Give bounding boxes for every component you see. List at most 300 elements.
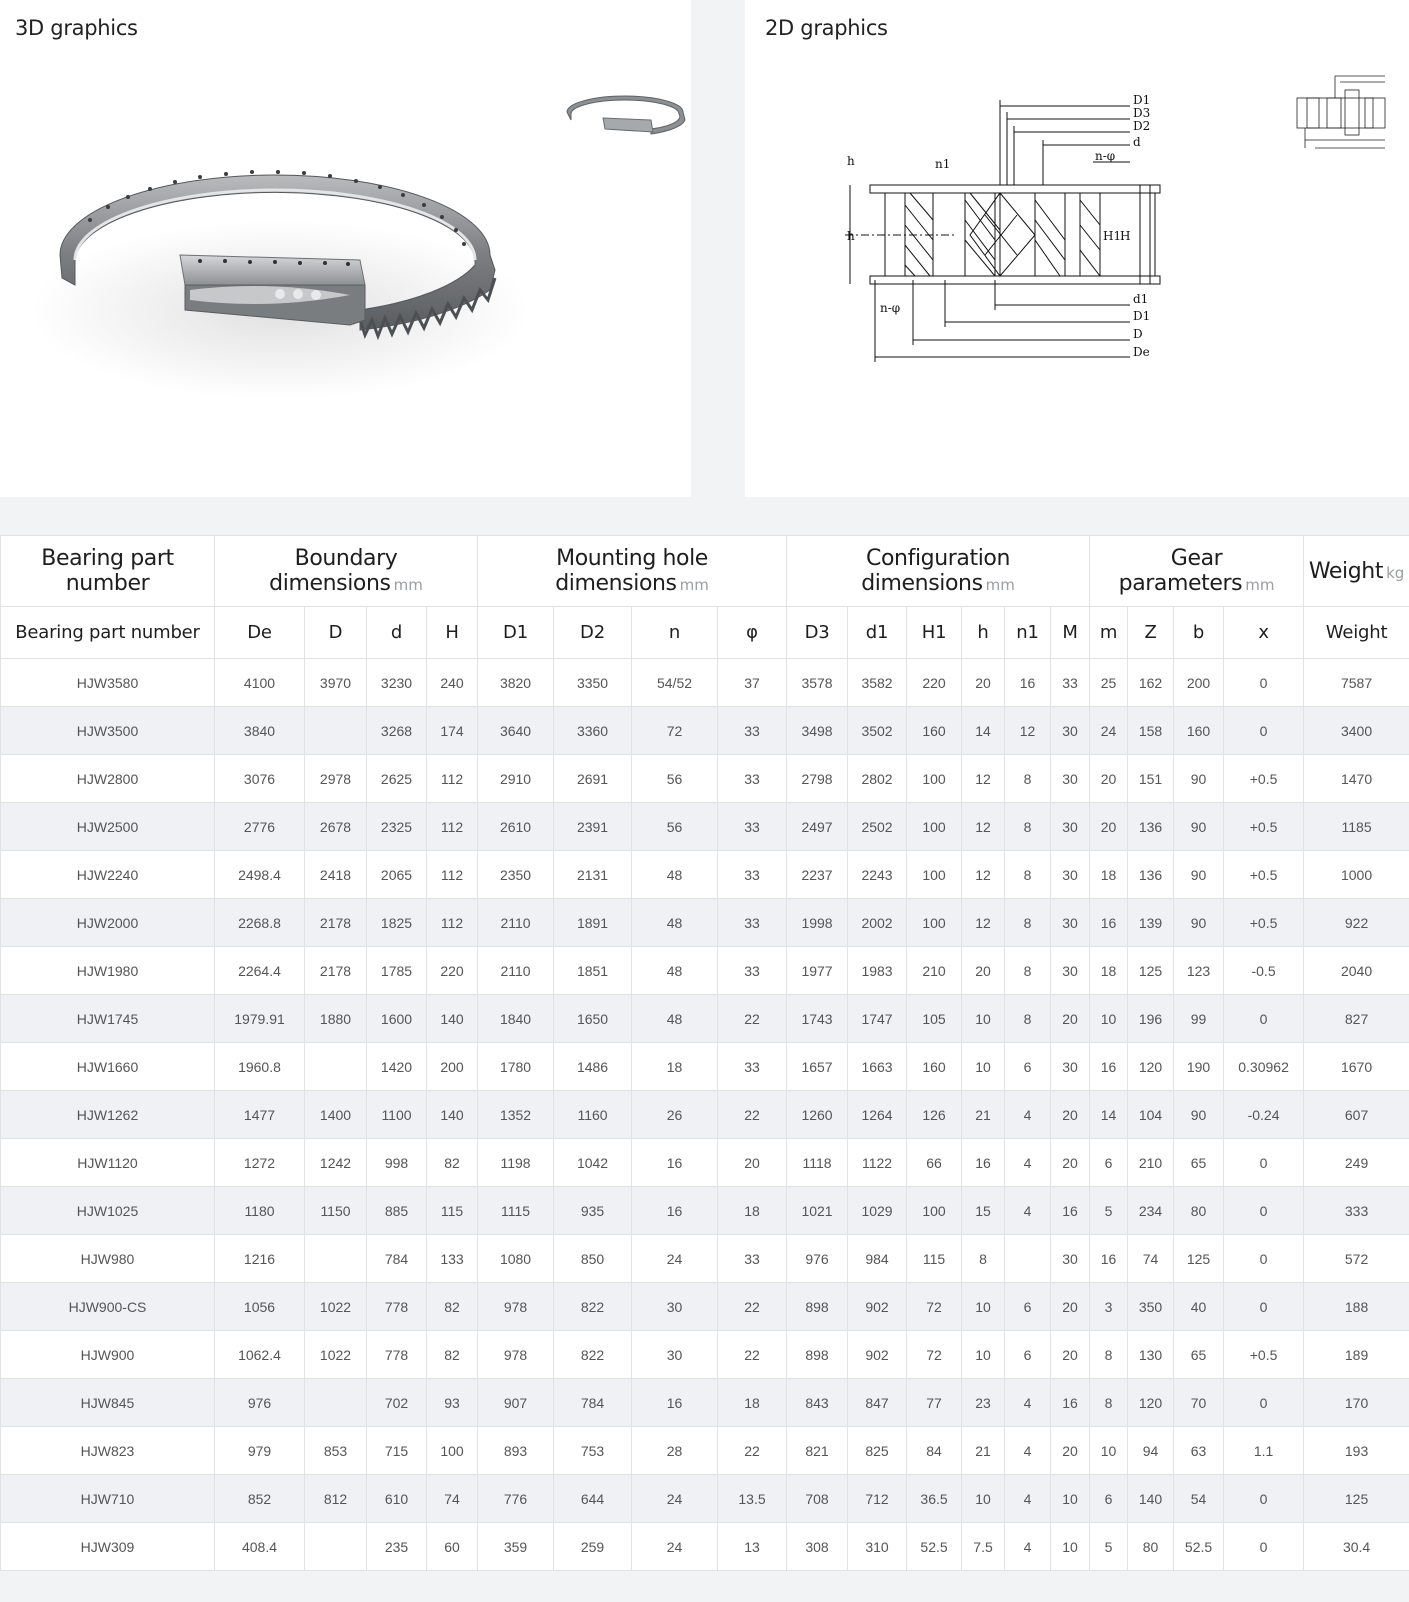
column-header: d <box>367 607 427 659</box>
table-cell: 14 <box>1090 1091 1128 1139</box>
table-cell: 90 <box>1174 803 1224 851</box>
table-cell: 1062.4 <box>215 1331 305 1379</box>
table-cell: 2391 <box>554 803 632 851</box>
table-cell: 572 <box>1304 1235 1409 1283</box>
table-cell: 3350 <box>554 659 632 707</box>
table-cell: 610 <box>367 1475 427 1523</box>
table-cell: 1747 <box>848 995 907 1043</box>
table-cell: 976 <box>787 1235 848 1283</box>
table-cell: 52.5 <box>1174 1523 1224 1571</box>
table-cell: 80 <box>1128 1523 1174 1571</box>
table-cell: 20 <box>1051 1091 1090 1139</box>
table-cell <box>1005 1235 1051 1283</box>
table-cell: 784 <box>367 1235 427 1283</box>
table-cell: 853 <box>305 1427 367 1475</box>
table-cell: 33 <box>718 707 787 755</box>
table-cell: 1100 <box>367 1091 427 1139</box>
table-cell: 16 <box>1051 1187 1090 1235</box>
table-cell: 3578 <box>787 659 848 707</box>
table-cell: 2776 <box>215 803 305 851</box>
table-cell: 907 <box>478 1379 554 1427</box>
table-cell: 1663 <box>848 1043 907 1091</box>
dim-label: h <box>847 154 855 168</box>
table-cell: 8 <box>1005 755 1051 803</box>
table-cell: 120 <box>1128 1379 1174 1427</box>
dim-label: De <box>1133 345 1150 359</box>
table-cell: 99 <box>1174 995 1224 1043</box>
table-cell <box>305 1523 367 1571</box>
table-cell: 220 <box>907 659 962 707</box>
table-cell: 1477 <box>215 1091 305 1139</box>
table-cell: 125 <box>1174 1235 1224 1283</box>
table-cell: 8 <box>1005 947 1051 995</box>
part-number-cell: HJW3500 <box>1 707 215 755</box>
table-cell: 10 <box>1051 1523 1090 1571</box>
table-cell: 24 <box>1090 707 1128 755</box>
table-cell: 1840 <box>478 995 554 1043</box>
table-row <box>1 1235 1409 1283</box>
table-cell: 72 <box>632 707 718 755</box>
table-cell: 978 <box>478 1331 554 1379</box>
table-cell: 188 <box>1304 1283 1409 1331</box>
table-cell: 359 <box>478 1523 554 1571</box>
table-cell: 12 <box>962 755 1005 803</box>
table-cell: 778 <box>367 1331 427 1379</box>
table-cell: 33 <box>718 1043 787 1091</box>
table-cell: 90 <box>1174 899 1224 947</box>
table-cell: 54/52 <box>632 659 718 707</box>
table-row <box>1 707 1409 755</box>
table-row <box>1 947 1409 995</box>
table-cell: 2502 <box>848 803 907 851</box>
table-cell: 140 <box>1128 1475 1174 1523</box>
table-cell: 174 <box>427 707 478 755</box>
table-cell: 200 <box>1174 659 1224 707</box>
table-cell: 2910 <box>478 755 554 803</box>
table-cell: 235 <box>367 1523 427 1571</box>
table-cell: 1960.8 <box>215 1043 305 1091</box>
dim-label: n-φ <box>1095 149 1116 163</box>
table-cell: 2497 <box>787 803 848 851</box>
panel-3d-graphics <box>0 0 691 497</box>
table-cell: 5 <box>1090 1187 1128 1235</box>
table-cell: 1272 <box>215 1139 305 1187</box>
table-cell: 22 <box>718 995 787 1043</box>
table-cell: 30 <box>1051 851 1090 899</box>
table-cell: 2802 <box>848 755 907 803</box>
table-cell: +0.5 <box>1224 803 1304 851</box>
column-header: D1 <box>478 607 554 659</box>
table-cell: 100 <box>907 803 962 851</box>
table-cell: 1891 <box>554 899 632 947</box>
dim-label: H <box>1120 229 1131 243</box>
table-cell: 3076 <box>215 755 305 803</box>
table-row <box>1 1283 1409 1331</box>
column-header: n1 <box>1005 607 1051 659</box>
table-cell: 24 <box>632 1523 718 1571</box>
table-cell: 1977 <box>787 947 848 995</box>
table-cell: 885 <box>367 1187 427 1235</box>
table-cell: 13.5 <box>718 1475 787 1523</box>
table-cell: 10 <box>1090 995 1128 1043</box>
table-cell: 898 <box>787 1331 848 1379</box>
table-cell: 1022 <box>305 1283 367 1331</box>
table-cell: 33 <box>718 803 787 851</box>
table-cell: 56 <box>632 755 718 803</box>
table-cell: 1029 <box>848 1187 907 1235</box>
table-cell: 998 <box>367 1139 427 1187</box>
table-cell: 21 <box>962 1091 1005 1139</box>
table-cell: 1780 <box>478 1043 554 1091</box>
table-cell: 82 <box>427 1283 478 1331</box>
table-cell: 33 <box>718 947 787 995</box>
column-header: D <box>305 607 367 659</box>
table-cell: 15 <box>962 1187 1005 1235</box>
column-header: D3 <box>787 607 848 659</box>
table-cell: 30 <box>1051 947 1090 995</box>
bearing-spec-table-container <box>0 535 1409 1571</box>
table-cell <box>305 1043 367 1091</box>
table-cell: 1880 <box>305 995 367 1043</box>
table-row <box>1 1475 1409 1523</box>
table-cell: 54 <box>1174 1475 1224 1523</box>
table-cell: 16 <box>1090 1043 1128 1091</box>
table-cell: 2325 <box>367 803 427 851</box>
table-cell: 63 <box>1174 1427 1224 1475</box>
part-number-cell: HJW1660 <box>1 1043 215 1091</box>
table-cell: 4 <box>1005 1475 1051 1523</box>
table-cell: 2131 <box>554 851 632 899</box>
table-cell: 2065 <box>367 851 427 899</box>
table-row <box>1 1139 1409 1187</box>
table-cell: 90 <box>1174 755 1224 803</box>
part-number-cell: HJW710 <box>1 1475 215 1523</box>
table-cell: 3502 <box>848 707 907 755</box>
table-cell: 33 <box>718 1235 787 1283</box>
table-cell: 812 <box>305 1475 367 1523</box>
table-row <box>1 1427 1409 1475</box>
dim-label: D <box>1133 327 1143 341</box>
bearing-2d-drawing <box>845 90 1185 380</box>
group-header-weight: Weight kg <box>1304 536 1409 607</box>
table-cell: 20 <box>718 1139 787 1187</box>
table-cell: 7587 <box>1304 659 1409 707</box>
table-cell: 847 <box>848 1379 907 1427</box>
table-cell: 408.4 <box>215 1523 305 1571</box>
table-cell: 3230 <box>367 659 427 707</box>
bearing-3d-thumbnail[interactable] <box>563 92 693 142</box>
table-body <box>1 659 1409 1571</box>
table-cell: 715 <box>367 1427 427 1475</box>
table-cell: 30 <box>632 1331 718 1379</box>
dim-label: n-φ <box>880 301 901 315</box>
table-cell: 12 <box>962 851 1005 899</box>
table-cell: 1150 <box>305 1187 367 1235</box>
table-cell: 1080 <box>478 1235 554 1283</box>
table-cell: 2002 <box>848 899 907 947</box>
table-cell: 0 <box>1224 707 1304 755</box>
table-cell: 1.1 <box>1224 1427 1304 1475</box>
panel-2d-graphics <box>745 0 1409 497</box>
part-number-cell: HJW309 <box>1 1523 215 1571</box>
table-cell: 18 <box>718 1187 787 1235</box>
table-cell: 160 <box>907 1043 962 1091</box>
table-cell: 22 <box>718 1091 787 1139</box>
table-cell: 2418 <box>305 851 367 899</box>
table-cell: 112 <box>427 851 478 899</box>
table-row <box>1 995 1409 1043</box>
table-cell: 30 <box>1051 755 1090 803</box>
bearing-spec-table <box>0 535 1409 1571</box>
part-number-cell: HJW980 <box>1 1235 215 1283</box>
table-cell: 20 <box>1051 1331 1090 1379</box>
table-cell: 821 <box>787 1427 848 1475</box>
group-header-gear: Gear parameters mm <box>1090 536 1304 607</box>
table-cell: 3268 <box>367 707 427 755</box>
table-cell: 1825 <box>367 899 427 947</box>
table-cell: 852 <box>215 1475 305 1523</box>
table-cell: 1851 <box>554 947 632 995</box>
table-cell: 16 <box>1090 899 1128 947</box>
table-cell: 30.4 <box>1304 1523 1409 1571</box>
table-cell: -0.24 <box>1224 1091 1304 1139</box>
table-cell: 7.5 <box>962 1523 1005 1571</box>
table-cell: 1042 <box>554 1139 632 1187</box>
table-cell: 22 <box>718 1283 787 1331</box>
table-cell: 60 <box>427 1523 478 1571</box>
table-cell: 12 <box>962 899 1005 947</box>
table-row <box>1 755 1409 803</box>
table-cell: 902 <box>848 1331 907 1379</box>
table-cell: 65 <box>1174 1139 1224 1187</box>
table-cell: 18 <box>718 1379 787 1427</box>
table-cell: 170 <box>1304 1379 1409 1427</box>
table-cell: 104 <box>1128 1091 1174 1139</box>
table-cell: 644 <box>554 1475 632 1523</box>
table-cell: 20 <box>1051 1139 1090 1187</box>
table-cell: 6 <box>1005 1283 1051 1331</box>
table-row <box>1 1379 1409 1427</box>
table-cell: 2243 <box>848 851 907 899</box>
table-cell: 18 <box>632 1043 718 1091</box>
table-cell: 74 <box>1128 1235 1174 1283</box>
table-cell: 36.5 <box>907 1475 962 1523</box>
table-cell: 112 <box>427 803 478 851</box>
table-cell: 1998 <box>787 899 848 947</box>
table-cell: 100 <box>907 899 962 947</box>
dim-label: D1 <box>1133 93 1151 107</box>
table-cell: 115 <box>427 1187 478 1235</box>
table-cell: 72 <box>907 1283 962 1331</box>
table-cell: 3400 <box>1304 707 1409 755</box>
table-cell: 140 <box>427 995 478 1043</box>
table-cell: 1122 <box>848 1139 907 1187</box>
table-cell: 893 <box>478 1427 554 1475</box>
table-cell: 607 <box>1304 1091 1409 1139</box>
table-cell: 1264 <box>848 1091 907 1139</box>
table-cell: 976 <box>215 1379 305 1427</box>
table-cell: 100 <box>427 1427 478 1475</box>
table-cell: 200 <box>427 1043 478 1091</box>
table-cell: 1785 <box>367 947 427 995</box>
table-cell: 234 <box>1128 1187 1174 1235</box>
table-cell: 20 <box>962 947 1005 995</box>
table-cell: 196 <box>1128 995 1174 1043</box>
table-cell: 151 <box>1128 755 1174 803</box>
group-header-configuration: Configuration dimensions mm <box>787 536 1090 607</box>
dim-label: d1 <box>1133 292 1149 306</box>
table-cell: 4 <box>1005 1187 1051 1235</box>
table-cell <box>305 707 367 755</box>
table-cell: 13 <box>718 1523 787 1571</box>
table-cell: 28 <box>632 1427 718 1475</box>
panel-2d-title: 2D graphics <box>765 16 888 40</box>
table-cell: 100 <box>907 1187 962 1235</box>
column-header: φ <box>718 607 787 659</box>
table-cell: 2978 <box>305 755 367 803</box>
table-cell: 6 <box>1090 1139 1128 1187</box>
table-cell: 12 <box>962 803 1005 851</box>
table-cell: 10 <box>962 1331 1005 1379</box>
table-cell: 48 <box>632 995 718 1043</box>
table-row <box>1 1523 1409 1571</box>
dim-label: d <box>1133 135 1141 149</box>
table-row <box>1 851 1409 899</box>
table-cell: 220 <box>427 947 478 995</box>
table-cell: +0.5 <box>1224 755 1304 803</box>
table-cell: 1657 <box>787 1043 848 1091</box>
part-number-cell: HJW3580 <box>1 659 215 707</box>
table-cell: 249 <box>1304 1139 1409 1187</box>
bearing-3d-render <box>20 160 540 400</box>
table-cell: 33 <box>718 755 787 803</box>
table-cell: 94 <box>1128 1427 1174 1475</box>
table-cell: 4 <box>1005 1379 1051 1427</box>
table-cell: 1242 <box>305 1139 367 1187</box>
table-cell: 90 <box>1174 851 1224 899</box>
table-cell: 20 <box>1090 755 1128 803</box>
table-cell: 708 <box>787 1475 848 1523</box>
table-cell: 8 <box>1005 803 1051 851</box>
table-cell: 308 <box>787 1523 848 1571</box>
table-cell: +0.5 <box>1224 851 1304 899</box>
table-cell: 310 <box>848 1523 907 1571</box>
table-cell: 20 <box>1051 1283 1090 1331</box>
bearing-2d-thumbnail[interactable] <box>1295 70 1390 155</box>
part-number-cell: HJW1262 <box>1 1091 215 1139</box>
table-cell: 2178 <box>305 899 367 947</box>
column-header: x <box>1224 607 1304 659</box>
table-cell: 115 <box>907 1235 962 1283</box>
table-cell: 2040 <box>1304 947 1409 995</box>
table-cell: 40 <box>1174 1283 1224 1331</box>
table-cell: 20 <box>1090 803 1128 851</box>
column-header: n <box>632 607 718 659</box>
table-cell: 112 <box>427 755 478 803</box>
table-cell: 753 <box>554 1427 632 1475</box>
table-cell: 2678 <box>305 803 367 851</box>
table-cell: 1216 <box>215 1235 305 1283</box>
table-cell: 4 <box>1005 1139 1051 1187</box>
table-row <box>1 659 1409 707</box>
table-cell: 66 <box>907 1139 962 1187</box>
table-cell: 48 <box>632 899 718 947</box>
table-cell: 105 <box>907 995 962 1043</box>
table-cell: 100 <box>907 851 962 899</box>
table-cell: 22 <box>718 1331 787 1379</box>
table-cell: 136 <box>1128 851 1174 899</box>
table-cell: 16 <box>632 1379 718 1427</box>
table-cell: 0 <box>1224 1379 1304 1427</box>
table-cell: 133 <box>427 1235 478 1283</box>
table-cell: 843 <box>787 1379 848 1427</box>
table-cell: 37 <box>718 659 787 707</box>
table-cell: 33 <box>718 851 787 899</box>
column-header: M <box>1051 607 1090 659</box>
table-cell: 30 <box>1051 707 1090 755</box>
table-cell: 82 <box>427 1139 478 1187</box>
table-cell: 16 <box>1005 659 1051 707</box>
table-cell: 2350 <box>478 851 554 899</box>
group-header-mounting: Mounting hole dimensions mm <box>478 536 787 607</box>
table-cell: 190 <box>1174 1043 1224 1091</box>
table-cell: 82 <box>427 1331 478 1379</box>
table-cell: 0 <box>1224 1523 1304 1571</box>
table-cell: 3582 <box>848 659 907 707</box>
table-cell: 2268.8 <box>215 899 305 947</box>
table-cell: 784 <box>554 1379 632 1427</box>
table-cell: 0.30962 <box>1224 1043 1304 1091</box>
table-cell: 30 <box>1051 1235 1090 1283</box>
table-row <box>1 1187 1409 1235</box>
table-cell: 979 <box>215 1427 305 1475</box>
table-cell: 1743 <box>787 995 848 1043</box>
table-cell: 33 <box>718 899 787 947</box>
table-cell: 8 <box>1005 851 1051 899</box>
table-cell: 20 <box>962 659 1005 707</box>
part-number-cell: HJW900 <box>1 1331 215 1379</box>
column-header: H <box>427 607 478 659</box>
table-cell: 10 <box>962 1475 1005 1523</box>
table-cell: 3820 <box>478 659 554 707</box>
table-cell: 3640 <box>478 707 554 755</box>
table-cell: 90 <box>1174 1091 1224 1139</box>
table-cell: 24 <box>632 1235 718 1283</box>
table-cell: 210 <box>1128 1139 1174 1187</box>
column-header: De <box>215 607 305 659</box>
table-cell: 4100 <box>215 659 305 707</box>
table-row <box>1 1331 1409 1379</box>
table-cell: 0 <box>1224 1283 1304 1331</box>
table-cell: 16 <box>632 1139 718 1187</box>
table-cell: 93 <box>427 1379 478 1427</box>
table-cell: 978 <box>478 1283 554 1331</box>
table-cell: 1118 <box>787 1139 848 1187</box>
part-number-cell: HJW1120 <box>1 1139 215 1187</box>
column-header: Weight <box>1304 607 1409 659</box>
table-cell: 712 <box>848 1475 907 1523</box>
table-row <box>1 1043 1409 1091</box>
table-cell: 24 <box>632 1475 718 1523</box>
table-cell: 16 <box>1090 1235 1128 1283</box>
table-cell: 48 <box>632 947 718 995</box>
table-cell: 0 <box>1224 1235 1304 1283</box>
table-cell: 120 <box>1128 1043 1174 1091</box>
table-row <box>1 803 1409 851</box>
table-cell: 1420 <box>367 1043 427 1091</box>
table-cell: 2498.4 <box>215 851 305 899</box>
table-cell: 140 <box>427 1091 478 1139</box>
